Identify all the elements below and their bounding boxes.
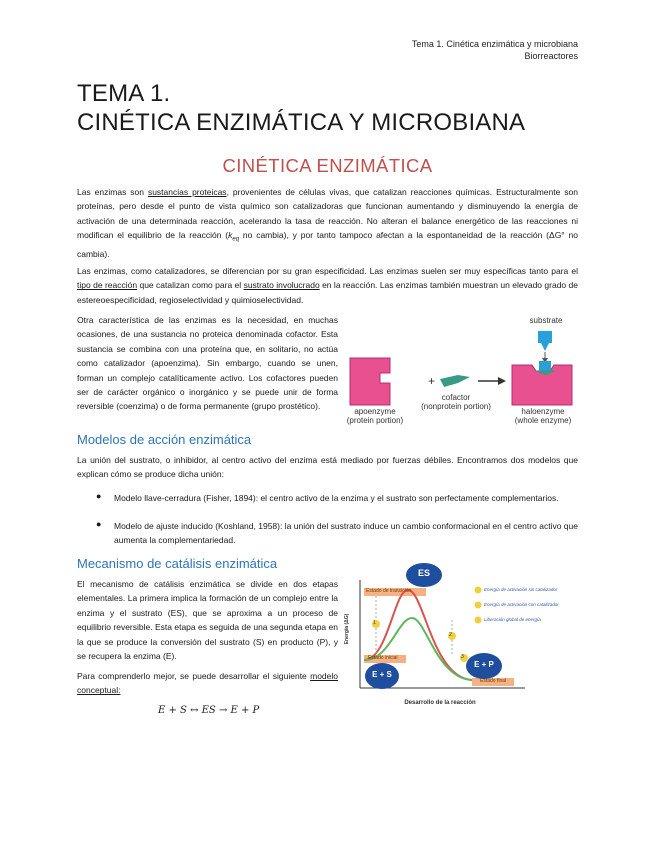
haloenzyme-label: haloenzyme [521,407,565,416]
legend-item-3: Liberación global de energía [484,617,541,622]
apoenzyme-sublabel: (protein portion) [346,416,404,425]
plus-sign: + [428,374,436,388]
reaction-equation: E + S ↔ ES → E + P [158,705,260,716]
paragraph-model-intro [77,669,338,698]
p1-text-a: Las enzimas son [77,187,148,197]
p6-text: Para comprenderlo mejor, se puede desarrollar el siguiente [77,671,311,681]
p2-underline-2: sustrato involucrado [243,280,320,291]
apoenzyme-shape [350,358,390,405]
paragraph-mechanism: El mecanismo de catálisis enzimática se divide en dos etapas elementales. La primera implica la formación de un complejo entre la enzima y el sustrato (ES), que se aproxima a un proceso de equilibrio reversible. Esta etapa es seguida de una segunda etapa en la que se produce la conversión del sustrato (S) en producto (P), y se recupera la enzima (E). [77,579,338,662]
marker-1-num: 1 [373,620,376,626]
energy-diagram-svg [340,560,584,718]
substrate-shape [538,331,552,343]
marker-2-num: 2 [449,632,452,638]
header-line-1: Tema 1. Cinética enzimática y microbiana [411,39,578,49]
p1-underline: sustancias proteicas [147,187,227,197]
cofactor-label: cofactor [441,393,471,402]
models-heading: Modelos de acción enzimática [77,432,252,447]
bullet-dot-1: ● [96,491,102,501]
legend-item-2: Energía de activación con catalizador [484,602,559,607]
y-axis-label: Energía (ΔG) [344,613,350,645]
p2-underline-1: tipo de reacción [77,280,138,291]
marker-3-num: 3 [461,654,464,660]
e-plus-s-label: E + S [372,670,392,679]
apoenzyme-label: apoenzyme [354,407,396,416]
cofactor-shape [440,375,470,387]
mechanism-heading: Mecanismo de catálisis enzimática [77,556,278,571]
reaction-arrowhead [498,377,506,385]
paragraph-cofactor: Otra característica de las enzimas es la necesidad, en muchas ocasiones, de una sustancia no proteica denominada cofactor. Esta sustancia se combina con una proteína que, en solitario, no actúa como catalizador (apoenzima). Sin embargo, cuando se unen, forman un complejo catalíticamente activo. Los cofactores pueden ser de carácter orgánico o inorgánico y se puede unir de forma reversible (coenzima) o de forma permanente (grupo prostético). [77,315,338,412]
legend-dot-3 [475,617,482,624]
energy-diagram [340,560,584,718]
legend-dot-1 [475,587,482,594]
p2-text-a: Las enzimas, como catalizadores, se diferencian por su gran especificidad. Las enzimas suelen ser muy específicas tanto para el [77,266,578,276]
p1-text-c: no cambia), y por tanto tampoco afectan a la espontaneidad de la reacción (ΔG° no cambia). [77,230,579,260]
section-title: CINÉTICA ENZIMÁTICA [222,155,433,176]
bullet-item-2: Modelo de ajuste inducido (Koshland, 1958): la unión del sustrato induce un cambio conformacional en el centro activo que aumenta la complementariedad. [114,521,578,546]
cofactor-figure [340,313,583,435]
substrate-tip [541,343,549,351]
p2-text-c: en la reacción. Las enzimas también muestran un elevado grado de estereoespecificidad, regioselectividad y quimioselectividad. [77,280,579,305]
p2-text-b: que catalizan como para el [137,280,244,291]
keq-subscript: eq [232,236,240,243]
x-axis-label: Desarrollo de la reacción [404,700,476,706]
bound-substrate [539,361,551,370]
es-label: ES [417,568,430,578]
bullet-dot-2: ● [96,519,102,529]
paragraph-enzymes-intro [77,185,578,262]
legend-item-1: Energía de activación sin catalizador [484,587,558,592]
substrate-label: substrate [529,316,563,325]
paragraph-models-intro: La unión del sustrato, o inhibidor, al centro activo del enzima está mediado por fuerzas débiles. Encontramos dos modelos que explican cómo se produce dicha unión: [77,455,578,480]
haloenzyme-sublabel: (whole enzyme) [514,416,572,425]
cofactor-sublabel: (nonprotein portion) [421,402,491,411]
legend-dot-2 [475,602,482,609]
header-line-2: Biorreactores [524,51,578,61]
p6-underline: modelo conceptual: [77,671,338,696]
keq-symbol: k [228,230,233,241]
transition-state-label: Estado de transición [366,588,412,594]
paragraph-specificity [77,264,578,307]
p1-text-b: , provenientes de células vivas, que catalizan reacciones químicas. Estructuralmente son proteínas, pero desde el punto de vista químico son catalizadoras que funcionan aumentando y disminuyendo la energía de activación de una determinada reacción, acelerando la tasa de reacción. No alteran el balance energético de las reacciones ni modifican el equilibrio de la reacción ( [77,187,578,241]
e-plus-p-label: E + P [474,660,494,669]
bullet-item-1: Modelo llave-cerradura (Fisher, 1894): el centro activo de la enzima y el sustrato son perfectamente complementarios. [114,493,559,503]
chapter-title-line-2: CINÉTICA ENZIMÁTICA Y MICROBIANA [77,109,526,136]
energy-diagram-bg [340,560,584,718]
final-state-label: Estado final [480,678,507,684]
initial-state-label: Estado inicial [368,655,398,661]
running-header [412,38,578,62]
chapter-title-line-1: TEMA 1. [77,80,171,107]
